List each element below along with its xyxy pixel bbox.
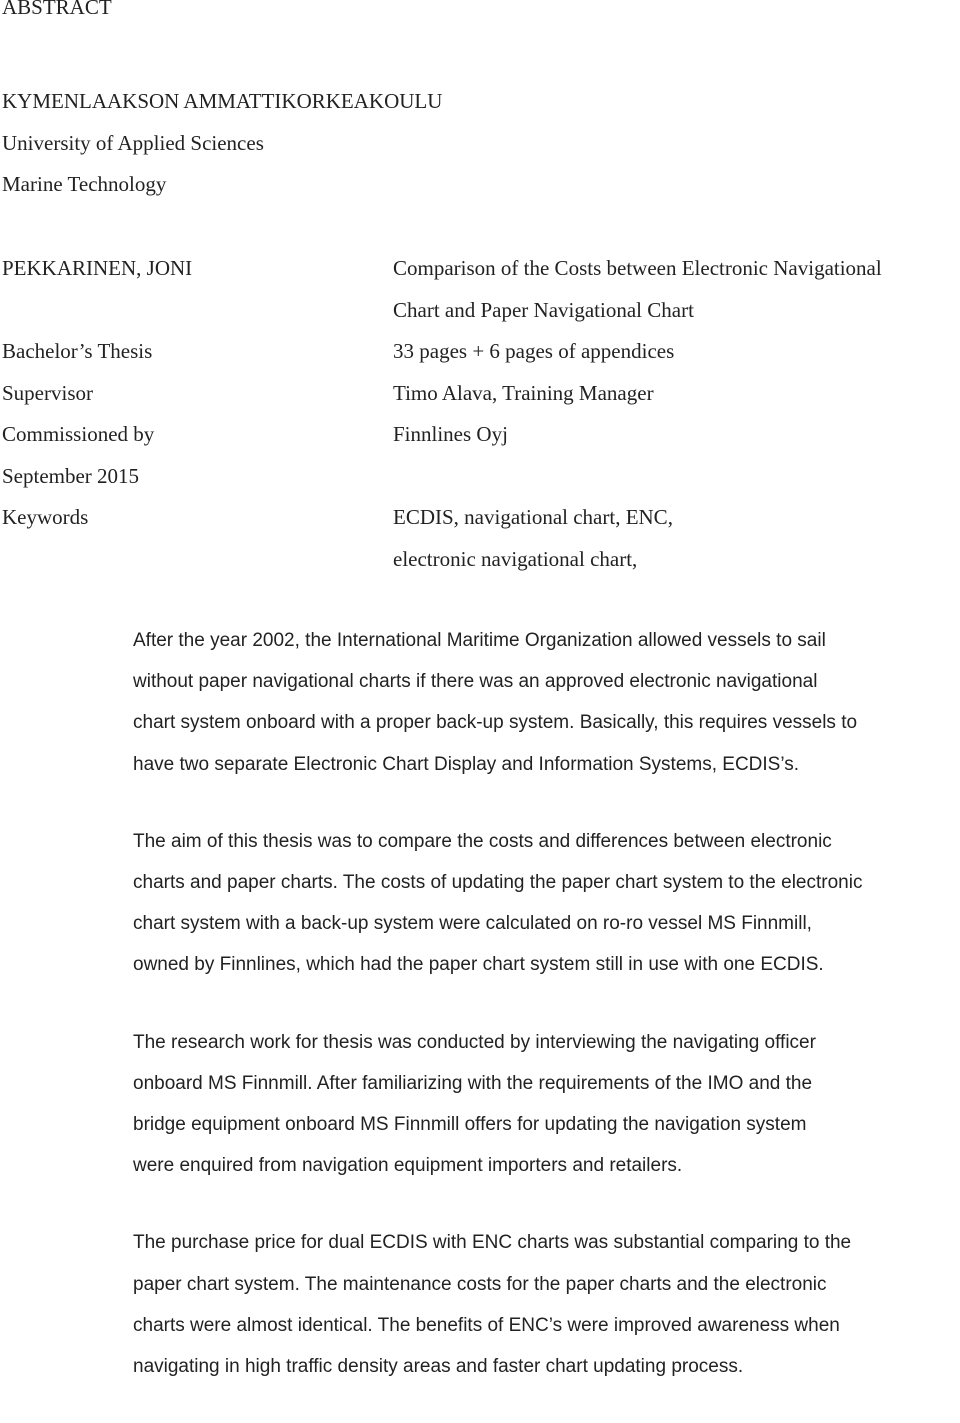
paragraph-line: The purchase price for dual ECDIS with ENC charts was substantial comparing to the: [133, 1232, 852, 1254]
empty-label: [2, 539, 393, 581]
info-row-author: [2, 248, 958, 290]
institution-name: KYMENLAAKSON AMMATTIKORKEAKOULU: [2, 89, 443, 113]
paragraph-line: without paper navigational charts if there was an approved electronic navigational: [133, 671, 818, 693]
paragraph-line: charts were almost identical. The benefits of ENC’s were improved awareness when: [133, 1314, 840, 1336]
supervisor-value: Timo Alava, Training Manager: [393, 380, 654, 405]
abstract-paragraph-3: [133, 1022, 958, 1187]
commissioned-value: Finnlines Oyj: [393, 422, 508, 446]
institution-subtitle: University of Applied Sciences: [2, 130, 264, 155]
institution-block: [2, 81, 442, 206]
thesis-info-table: [2, 248, 958, 580]
abstract-body: [133, 620, 958, 1423]
supervisor-label: Supervisor: [2, 380, 93, 405]
paragraph-line: The aim of this thesis was to compare the costs and differences between electronic: [133, 830, 832, 852]
paragraph-line: navigating in high traffic density areas and faster chart updating process.: [133, 1356, 744, 1378]
paragraph-line: were enquired from navigation equipment importers and retailers.: [133, 1155, 683, 1177]
paragraph-line: After the year 2002, the International Maritime Organization allowed vessels to sail: [133, 630, 826, 651]
keywords-line-2: electronic navigational chart,: [393, 546, 638, 571]
thesis-date: September 2015: [2, 463, 140, 488]
commissioned-label: Commissioned by: [2, 422, 155, 446]
info-row-keywords-cont: [2, 539, 958, 581]
info-row-date: [2, 456, 958, 498]
abstract-paragraph-4: [133, 1222, 958, 1387]
thesis-title-line-2: Chart and Paper Navigational Chart: [393, 297, 694, 322]
paragraph-line: charts and paper charts. The costs of updating the paper chart system to the electronic: [133, 872, 863, 894]
page-count: 33 pages + 6 pages of appendices: [393, 339, 675, 363]
info-row-supervisor: [2, 373, 958, 415]
author-name: PEKKARINEN, JONI: [2, 256, 193, 280]
keywords-line-1: ECDIS, navigational chart, ENC,: [393, 505, 673, 529]
paragraph-line: paper chart system. The maintenance costs for the paper charts and the electronic: [133, 1273, 827, 1295]
info-row-title-cont: [2, 290, 958, 332]
info-row-type: [2, 331, 958, 373]
abstract-paragraph-2: [133, 821, 958, 986]
abstract-heading: ABSTRACT: [2, 0, 112, 19]
empty-value: [393, 456, 958, 498]
paragraph-line: have two separate Electronic Chart Display and Information Systems, ECDIS’s.: [133, 753, 799, 775]
info-row-commissioned: [2, 414, 958, 456]
paragraph-line: bridge equipment onboard MS Finnmill offers for updating the navigation system: [133, 1114, 807, 1136]
thesis-title-line-1: Comparison of the Costs between Electronic Navigational: [393, 256, 882, 280]
paragraph-line: onboard MS Finnmill. After familiarizing with the requirements of the IMO and the: [133, 1072, 813, 1094]
empty-label: [2, 290, 393, 332]
paragraph-line: The research work for thesis was conducted by interviewing the navigating officer: [133, 1031, 816, 1053]
info-row-keywords: [2, 497, 958, 539]
keywords-label: Keywords: [2, 505, 89, 529]
abstract-paragraph-1: [133, 620, 958, 785]
thesis-type-label: Bachelor’s Thesis: [2, 339, 153, 363]
department: Marine Technology: [2, 172, 167, 196]
paragraph-line: chart system onboard with a proper back-up system. Basically, this requires vessels to: [133, 712, 858, 734]
paragraph-line: owned by Finnlines, which had the paper chart system still in use with one ECDIS.: [133, 954, 824, 976]
paragraph-line: chart system with a back-up system were calculated on ro-ro vessel MS Finnmill,: [133, 913, 812, 935]
